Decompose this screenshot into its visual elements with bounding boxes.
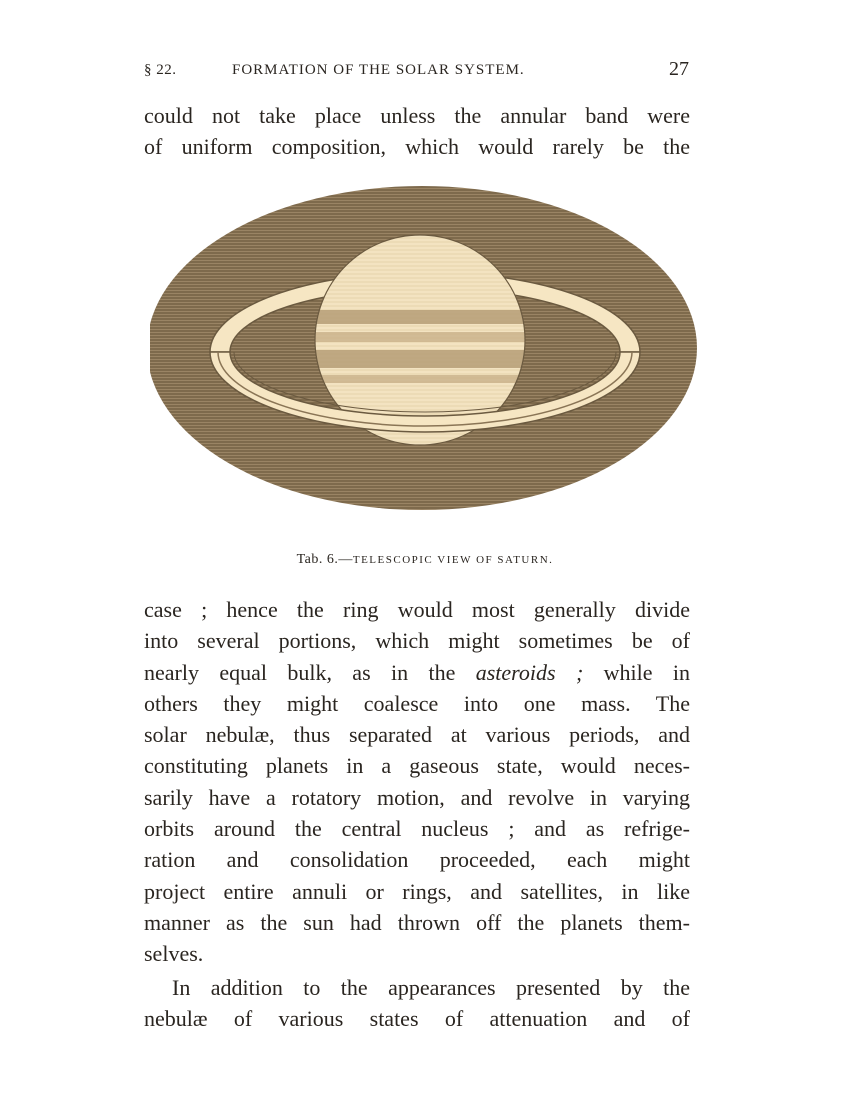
text-line: sarily have a rotatory motion, and revolve in varying — [144, 784, 690, 810]
saturn-illustration — [150, 180, 700, 520]
italic-term: asteroids ; — [475, 659, 584, 685]
text-run: nearly equal bulk, as in the — [144, 659, 456, 685]
planet-band — [310, 332, 540, 342]
saturn-engraving — [150, 180, 700, 520]
text-line: In addition to the appearances presented by the — [172, 975, 690, 1000]
text-line: orbits around the central nucleus ; and as refrige- — [144, 816, 690, 842]
text-line: ration and consolidation proceeded, each might — [144, 847, 690, 873]
planet-band — [310, 375, 540, 383]
running-header — [144, 58, 689, 86]
paragraph-top — [144, 100, 690, 163]
text-line — [144, 657, 690, 688]
paragraph-main — [144, 594, 690, 970]
text-line: manner as the sun had thrown off the planets them- — [144, 909, 690, 935]
text-line: nebulæ of various states of attenuation and of — [144, 1006, 690, 1032]
paragraph-last — [144, 972, 690, 1035]
caption-title: TELESCOPIC VIEW OF SATURN. — [352, 554, 554, 566]
text-line: case ; hence the ring would most generally divide — [144, 597, 690, 622]
section-number: § 22. — [144, 62, 177, 78]
text-line: constituting planets in a gaseous state, would neces- — [144, 753, 690, 779]
caption-label: Tab. 6.— — [296, 552, 353, 567]
text-line: project entire annuli or rings, and satellites, in like — [144, 878, 690, 904]
planet-band — [310, 310, 540, 324]
figure-caption — [0, 552, 850, 568]
text-line: into several portions, which might sometimes be of — [144, 628, 690, 654]
text-line: of uniform composition, which would rarely be the — [144, 134, 690, 160]
text-run: while in — [603, 659, 691, 685]
text-line: solar nebulæ, thus separated at various periods, and — [144, 722, 690, 748]
running-title: FORMATION OF THE SOLAR SYSTEM. — [232, 62, 525, 78]
page-number: 27 — [669, 58, 689, 80]
text-line: selves. — [144, 941, 204, 967]
planet-band — [310, 350, 540, 368]
text-line: others they might coalesce into one mass. The — [144, 690, 690, 716]
text-line: could not take place unless the annular band were — [144, 103, 690, 128]
